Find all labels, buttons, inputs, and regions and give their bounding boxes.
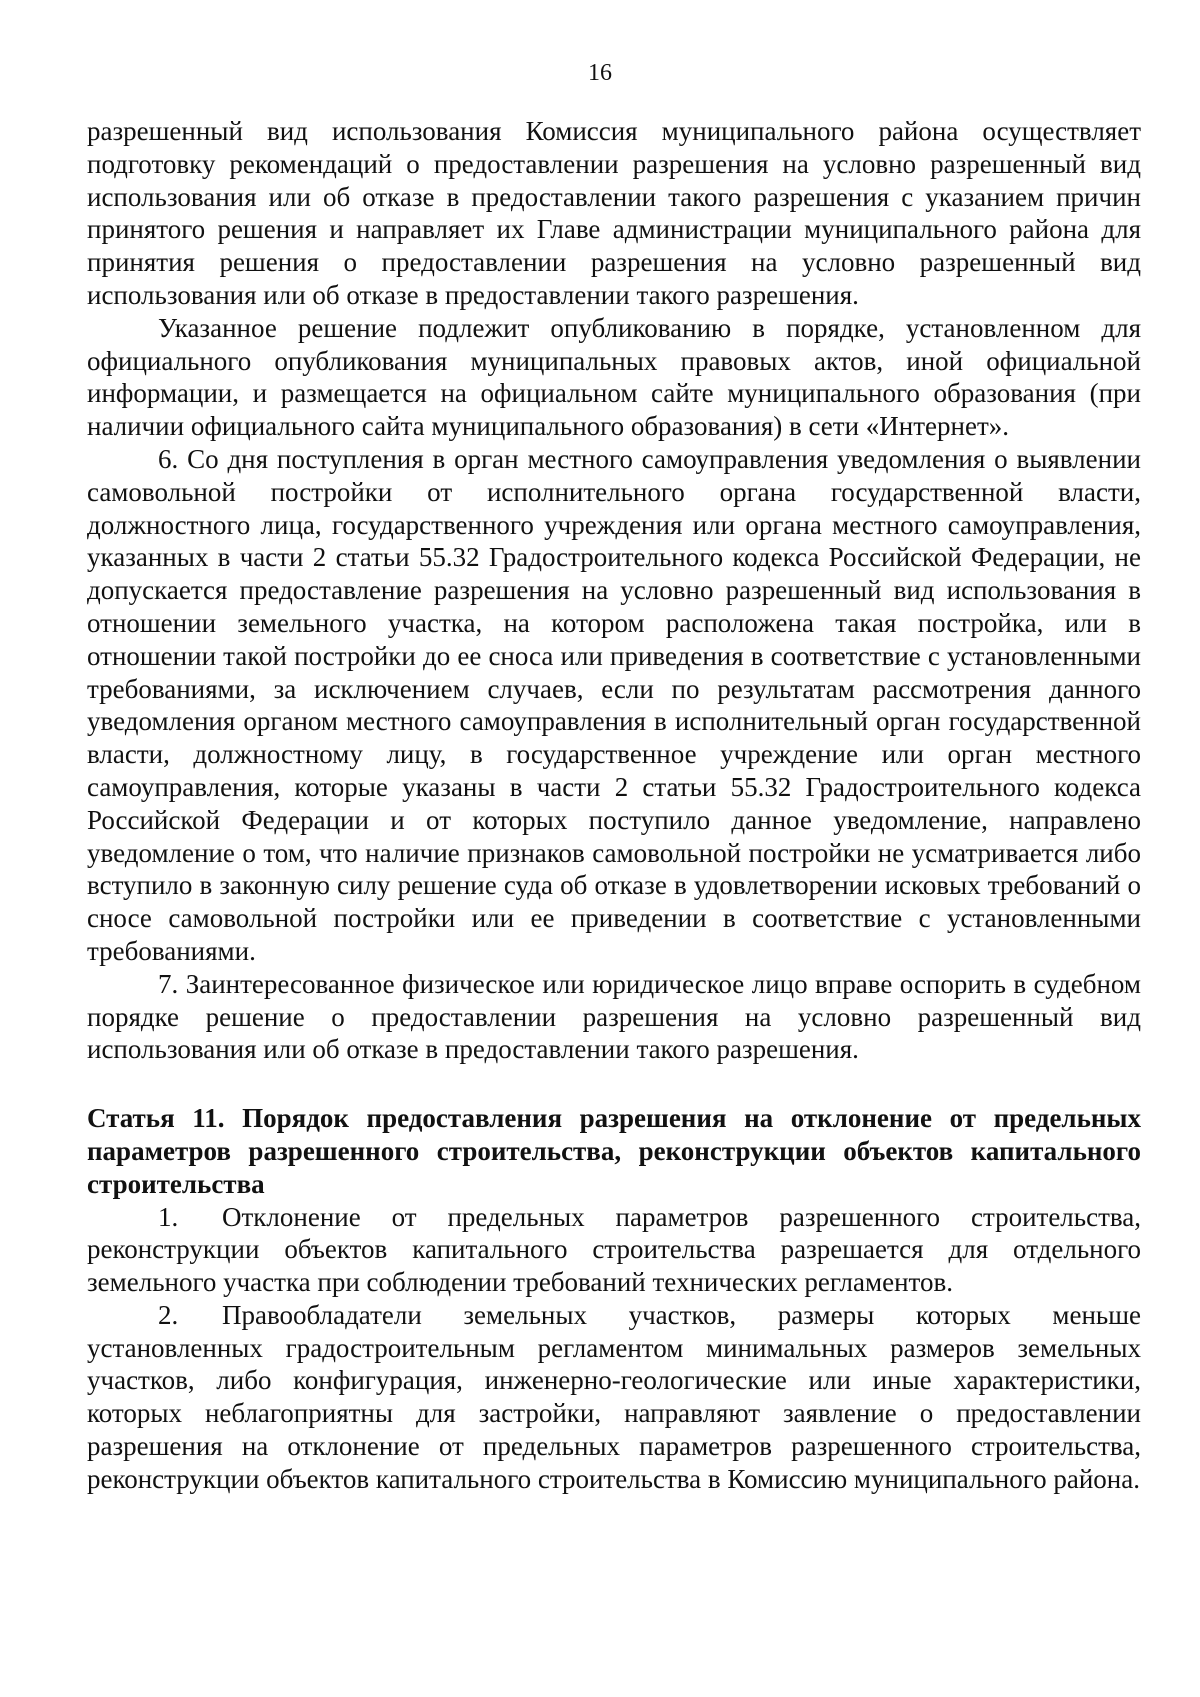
article-item-text: Отклонение от предельных параметров разрешенного строительства, реконструкции объектов капитального строительства разрешается для отдельного земельного участка при соблюдении требований технических регламентов.: [87, 1201, 1141, 1298]
paragraph-item-6: 6. Со дня поступления в орган местного самоуправления уведомления о выявлении самовольной постройки от исполнительного органа государственной власти, должностного лица, государственного учреждения или органа местного самоуправления, указанных в части 2 статьи 55.32 Градостроительного кодекса Российской Федерации, не допускается предоставление разрешения на условно разрешенный вид использования в отношении земельного участка, на котором расположена такая постройка, или в отношении такой постройки до ее сноса или приведения в соответствие с установленными требованиями, за исключением случаев, если по результатам рассмотрения данного уведомления органом местного самоуправления в исполнительный орган государственной власти, должностному лицу, в государственное учреждение или орган местного самоуправления, которые указаны в части 2 статьи 55.32 Градостроительного кодекса Российской Федерации и от которых поступило данное уведомление, направлено уведомление о том, что наличие признаков самовольной постройки не усматривается либо вступило в законную силу решение суда об отказе в удовлетворении исковых требований о сносе самовольной постройки или ее приведении в соответствие с установленными требованиями.: [87, 443, 1141, 966]
paragraph-publication: Указанное решение подлежит опубликованию в порядке, установленном для официального опубликования муниципальных правовых актов, иной официальной информации, и размещается на официальном сайте муниципального образования (при наличии официального сайта муниципального образования) в сети «Интернет».: [87, 312, 1141, 442]
paragraph-continuation: разрешенный вид использования Комиссия муниципального района осуществляет подготовку рекомендаций о предоставлении разрешения на условно разрешенный вид использования или об отказе в предоставлении такого разрешения с указанием причин принятого решения и направляет их Главе администрации муниципального района для принятия решения о предоставлении разрешения на условно разрешенный вид использования или об отказе в предоставлении такого разрешения.: [87, 116, 1141, 310]
article-item-2: [87, 1299, 1141, 1496]
document-body: [87, 115, 1141, 1496]
article-heading: Статья 11. Порядок предоставления разрешения на отклонение от предельных параметров разрешенного строительства, реконструкции объектов капитального строительства: [87, 1103, 1141, 1199]
article-item-1: [87, 1201, 1141, 1299]
article-item-text: Правообладатели земельных участков, размеры которых меньше установленных градостроительным регламентом минимальных размеров земельных участков, либо конфигурация, инженерно-геологические или иные характеристики, которых неблагоприятны для застройки, направляют заявление о предоставлении разрешения на отклонение от предельных параметров разрешенного строительства, реконструкции объектов капитального строительства в Комиссию муниципального района.: [87, 1299, 1141, 1494]
article-item-number: 1.: [158, 1201, 179, 1232]
page-number: 16: [588, 60, 612, 86]
article-item-number: 2.: [158, 1299, 179, 1330]
paragraph-item-7: 7. Заинтересованное физическое или юридическое лицо вправе оспорить в судебном порядке решение о предоставлении разрешения на условно разрешенный вид использования или об отказе в предоставлении такого разрешения.: [87, 968, 1141, 1065]
